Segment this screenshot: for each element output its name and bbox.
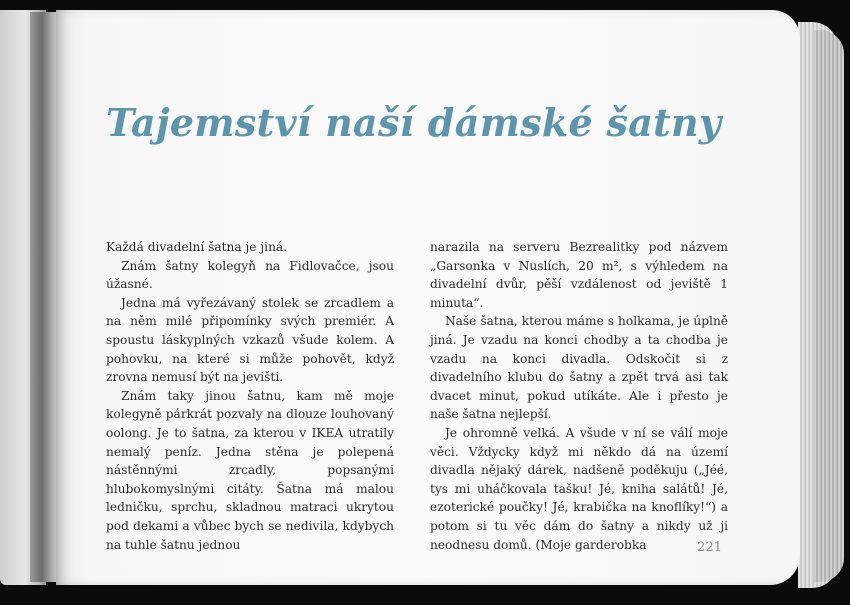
paragraph: Znám šatny kolegyň na Fidlovačce, jsou úžasné. <box>106 258 394 292</box>
paragraph: Jedna má vyřezávaný stolek se zrcadlem a na něm milé připomínky svých premiér. A spoustu láskyplných vzkazů všude kolem. A pohovku, na které si může pohovět, když zrovna nemusí být na jevišti. <box>106 295 394 385</box>
text-column-left <box>106 238 394 554</box>
paragraph: Každá divadelní šatna je jiná. <box>106 240 288 254</box>
chapter-title: Tajemství naší dámské šatny <box>106 100 722 145</box>
page-stack-edge-inner <box>814 30 844 582</box>
page-number: 221 <box>697 540 722 555</box>
paragraph: Naše šatna, kterou máme s holkama, je úplně jiná. Je vzadu na konci chodby a ta chodba je vzadu na konci divadla. Odskočit si z divadelního klubu do šatny a zpět trvá asi tak dvacet minut, pokud utíkáte. Ale i přesto je naše šatna nejlepší. <box>430 314 728 422</box>
paragraph: narazila na serveru Bezrealitky pod názvem „Garsonka v Nuslích, 20 m², s výhledem na divadelní dvůr, pěší vzdálenost od jeviště 1 minuta“. <box>430 240 728 310</box>
text-column-right <box>430 238 728 554</box>
paragraph: Znám taky jinou šatnu, kam mě moje kolegyně párkrát pozvaly na dlouze louhovaný oolong. Je to šatna, za kterou v IKEA utratily nemalý peníz. Jedna stěna je polepená nástěnnými zrcadly, popsanými hlubokomyslnými citáty. Šatna má malou ledničku, sprchu, skladnou matraci ukrytou pod dekami a vůbec bych se nedivila, kdybych na tuhle šatnu jednou <box>106 388 394 552</box>
paragraph: Je ohromně velká. A všude v ní se válí moje věci. Vždycky když mi někdo dá na území divadla nějaký dárek, nadšeně poděkuju („Jéé, tys mi uháčkovala tašku! Jé, kniha salátů! Jé, ezoterické poučky! Jé, krabička na knoflíky!“) a potom si tu věc dám do šatny a nikdy už ji neodnesu domů. (Moje garderobka <box>430 425 728 552</box>
